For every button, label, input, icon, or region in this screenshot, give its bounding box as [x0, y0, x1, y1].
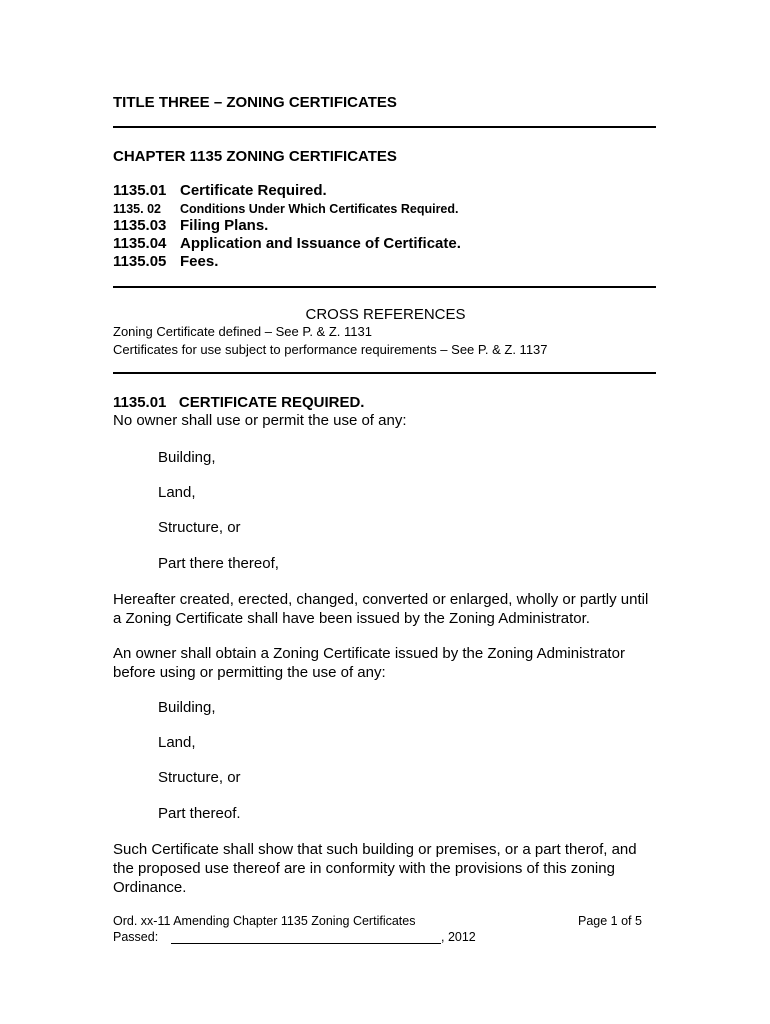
footer-passed-year: , 2012 [441, 930, 476, 944]
toc-number: 1135.04 [113, 235, 167, 252]
toc-item [113, 202, 459, 216]
divider [113, 126, 656, 128]
divider [113, 372, 656, 374]
list-item: Building, [158, 699, 216, 716]
toc-number: 1135. 02 [113, 202, 161, 216]
toc-item [113, 217, 268, 234]
page-title: TITLE THREE – ZONING CERTIFICATES [113, 94, 397, 111]
cross-reference-line: Certificates for use subject to performance requirements – See P. & Z. 1137 [113, 342, 548, 357]
toc-number: 1135.05 [113, 253, 167, 270]
list-item: Land, [158, 484, 196, 501]
toc-label: Application and Issuance of Certificate. [180, 235, 461, 252]
passed-signature-line [171, 943, 441, 944]
toc-number: 1135.03 [113, 217, 167, 234]
section-intro: No owner shall use or permit the use of any: [113, 412, 407, 429]
cross-reference-line: Zoning Certificate defined – See P. & Z. 1131 [113, 324, 372, 339]
paragraph: Hereafter created, erected, changed, converted or enlarged, wholly or partly until a Zoning Certificate shall have been issued by the Zoning Administrator. [113, 591, 649, 627]
toc-label: Filing Plans. [180, 217, 269, 234]
divider [113, 286, 656, 288]
list-item: Structure, or [158, 519, 241, 536]
list-item: Land, [158, 734, 196, 751]
toc-label: Fees. [180, 253, 219, 270]
list-item: Part thereof. [158, 805, 241, 822]
toc-label: Certificate Required. [180, 182, 327, 199]
footer-page-number: Page 1 of 5 [578, 914, 642, 928]
chapter-title: CHAPTER 1135 ZONING CERTIFICATES [113, 148, 397, 165]
list-item: Building, [158, 449, 216, 466]
toc-item [113, 253, 218, 270]
footer-ordinance: Ord. xx-11 Amending Chapter 1135 Zoning Certificates [113, 914, 416, 928]
footer-passed-label: Passed: [113, 930, 159, 944]
cross-references-heading: CROSS REFERENCES [305, 306, 466, 323]
toc-item [113, 182, 327, 199]
paragraph: An owner shall obtain a Zoning Certificate issued by the Zoning Administrator before using or permitting the use of any: [113, 645, 625, 681]
toc-item [113, 235, 461, 252]
list-item: Structure, or [158, 769, 241, 786]
section-heading: 1135.01 CERTIFICATE REQUIRED. [113, 394, 365, 411]
paragraph: Such Certificate shall show that such building or premises, or a part therof, and the proposed use thereof are in conformity with the provisions of this zoning Ordinance. [113, 841, 637, 896]
toc-label: Conditions Under Which Certificates Required. [180, 202, 459, 216]
toc-number: 1135.01 [113, 182, 167, 199]
list-item: Part there thereof, [158, 555, 279, 572]
